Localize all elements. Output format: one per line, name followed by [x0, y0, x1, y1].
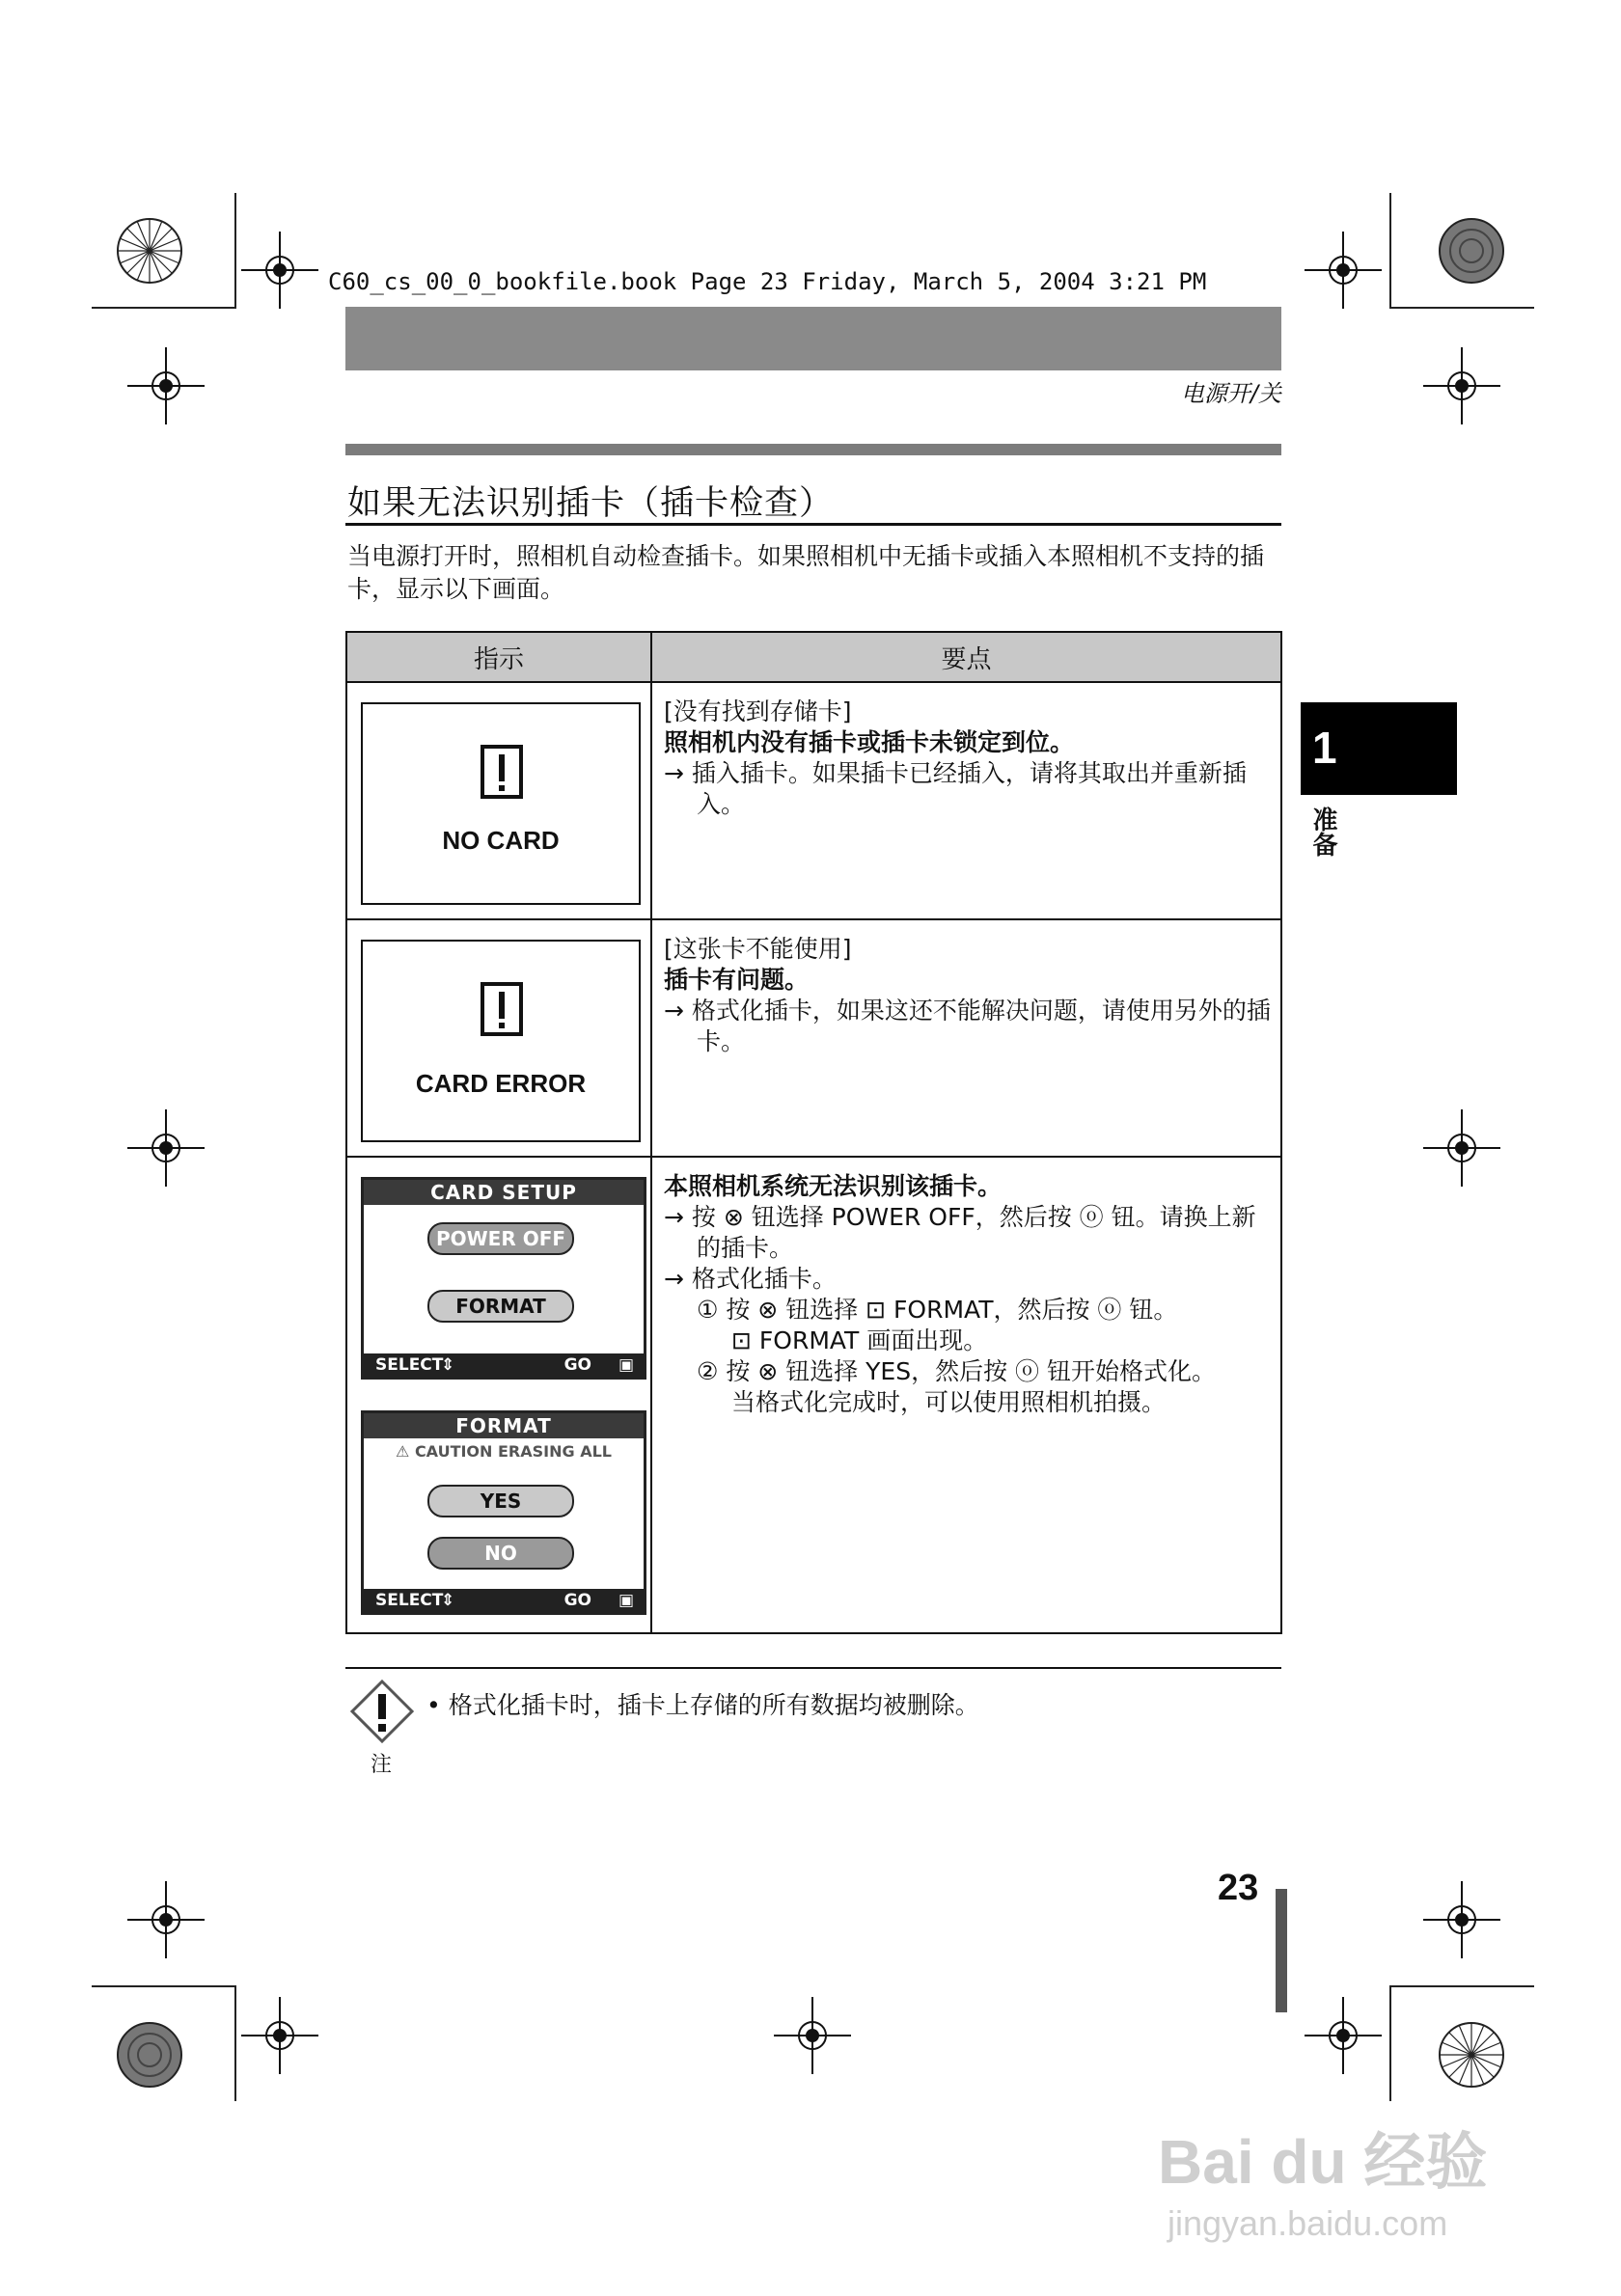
- note-label: 注: [371, 1753, 393, 1777]
- power-off-option: POWER OFF: [427, 1222, 574, 1255]
- intro-paragraph: 当电源打开时，照相机自动检查插卡。如果照相机中无插卡或插入本照相机不支持的插卡，显示以下画面。: [347, 542, 1265, 603]
- row-bold: 插卡有问题。: [664, 966, 810, 994]
- crop-mark: [1389, 307, 1534, 309]
- crop-mark: [234, 1985, 236, 2101]
- registration-star-icon: [116, 217, 183, 285]
- page-title: 如果无法识别插卡（插卡检查）: [347, 484, 835, 523]
- lcd-label: NO CARD: [442, 826, 560, 855]
- crosshair-icon: [1305, 232, 1382, 309]
- crosshair-icon: [1305, 1997, 1382, 2074]
- table-row: [346, 682, 1281, 919]
- menu-footer: [364, 1589, 644, 1612]
- no-card-screen: [361, 702, 641, 905]
- crosshair-icon: [127, 1881, 205, 1958]
- select-label: SELECT: [375, 1591, 444, 1610]
- header-bar: [345, 307, 1281, 370]
- file-header: C60_cs_00_0_bookfile.book Page 23 Friday, March 5, 2004 3:21 PM: [328, 268, 1207, 295]
- row-title: [这张卡不能使用]: [664, 935, 852, 963]
- card-setup-menu: [361, 1177, 646, 1380]
- card-error-screen: [361, 940, 641, 1142]
- chapter-number: 1: [1312, 723, 1337, 773]
- page-number-bar: [1276, 1889, 1287, 2012]
- table-row: [346, 1157, 1281, 1633]
- crosshair-icon: [774, 1997, 851, 2074]
- updown-icon: ⇕: [441, 1591, 455, 1610]
- crosshair-icon: [241, 232, 318, 309]
- format-option: FORMAT: [427, 1290, 574, 1323]
- row-bold: 照相机内没有插卡或插卡未锁定到位。: [664, 728, 1075, 756]
- section-label: 电源开/关: [1180, 380, 1281, 407]
- row-action: → 按 ⊗ 钮选择 POWER OFF，然后按 ⓞ 钮。请换上新的插卡。: [664, 1203, 1256, 1262]
- table-row: [346, 919, 1281, 1157]
- row-step-note: ⊡ FORMAT 画面出现。: [731, 1326, 988, 1354]
- caution-text: [364, 1442, 644, 1461]
- lcd-label: CARD ERROR: [415, 1069, 587, 1098]
- crop-mark: [234, 193, 236, 309]
- row-step: ① 按 ⊗ 钮选择 ⊡ FORMAT，然后按 ⓞ 钮。: [697, 1296, 1178, 1324]
- registration-dot-icon: [116, 2021, 183, 2089]
- go-label: GO: [563, 1355, 591, 1375]
- note-icon: [349, 1679, 415, 1744]
- row-action: → 格式化插卡，如果这还不能解决问题，请使用另外的插卡。: [664, 997, 1271, 1055]
- crosshair-icon: [127, 347, 205, 424]
- note-text: • 格式化插卡时，插卡上存储的所有数据均被删除。: [426, 1691, 979, 1719]
- registration-dot-icon: [1438, 217, 1505, 285]
- select-label: SELECT: [375, 1355, 444, 1375]
- crop-mark: [1389, 1985, 1391, 2101]
- caution-label: CAUTION ERASING ALL: [414, 1442, 612, 1461]
- warning-triangle-icon: ⚠: [396, 1442, 410, 1461]
- no-option: NO: [427, 1537, 574, 1570]
- format-menu: [361, 1410, 646, 1615]
- go-label: GO: [563, 1591, 591, 1610]
- crop-mark: [92, 307, 236, 309]
- row-action: → 格式化插卡。: [664, 1265, 837, 1293]
- crop-mark: [1389, 1985, 1534, 1987]
- updown-icon: ⇕: [441, 1355, 455, 1375]
- yes-option: YES: [427, 1485, 574, 1517]
- crosshair-icon: [1423, 1881, 1500, 1958]
- page-number: 23: [1218, 1868, 1259, 1908]
- warning-card-icon: [481, 745, 523, 799]
- crosshair-icon: [127, 1109, 205, 1187]
- watermark-brand: Bai du 经验: [1158, 2127, 1488, 2197]
- watermark-url: jingyan.baidu.com: [1168, 2203, 1448, 2243]
- crop-mark: [1389, 193, 1391, 309]
- registration-star-icon: [1438, 2021, 1505, 2089]
- header-points: 要点: [651, 632, 1281, 682]
- crosshair-icon: [1423, 1109, 1500, 1187]
- row-step-note: 当格式化完成时，可以使用照相机拍摄。: [731, 1388, 1167, 1416]
- crosshair-icon: [1423, 347, 1500, 424]
- title-underline: [345, 523, 1281, 526]
- header-display: 指示: [346, 632, 651, 682]
- ok-icon: ▣: [618, 1355, 634, 1375]
- warning-card-icon: [481, 982, 523, 1036]
- note-divider: [345, 1667, 1281, 1669]
- crop-mark: [92, 1985, 236, 1987]
- menu-title: CARD SETUP: [364, 1180, 644, 1205]
- row-step: ② 按 ⊗ 钮选择 YES，然后按 ⓞ 钮开始格式化。: [697, 1357, 1216, 1385]
- section-rule: [345, 444, 1281, 455]
- row-bold: 本照相机系统无法识别该插卡。: [664, 1172, 1003, 1200]
- menu-footer: [364, 1353, 644, 1377]
- row-title: [没有找到存储卡]: [664, 697, 852, 725]
- chapter-label: 准备: [1308, 806, 1337, 857]
- crosshair-icon: [241, 1997, 318, 2074]
- menu-title: FORMAT: [364, 1413, 644, 1438]
- row-action: → 插入插卡。如果插卡已经插入，请将其取出并重新插入。: [664, 759, 1247, 818]
- ok-icon: ▣: [618, 1591, 634, 1610]
- card-check-table: [345, 631, 1282, 1634]
